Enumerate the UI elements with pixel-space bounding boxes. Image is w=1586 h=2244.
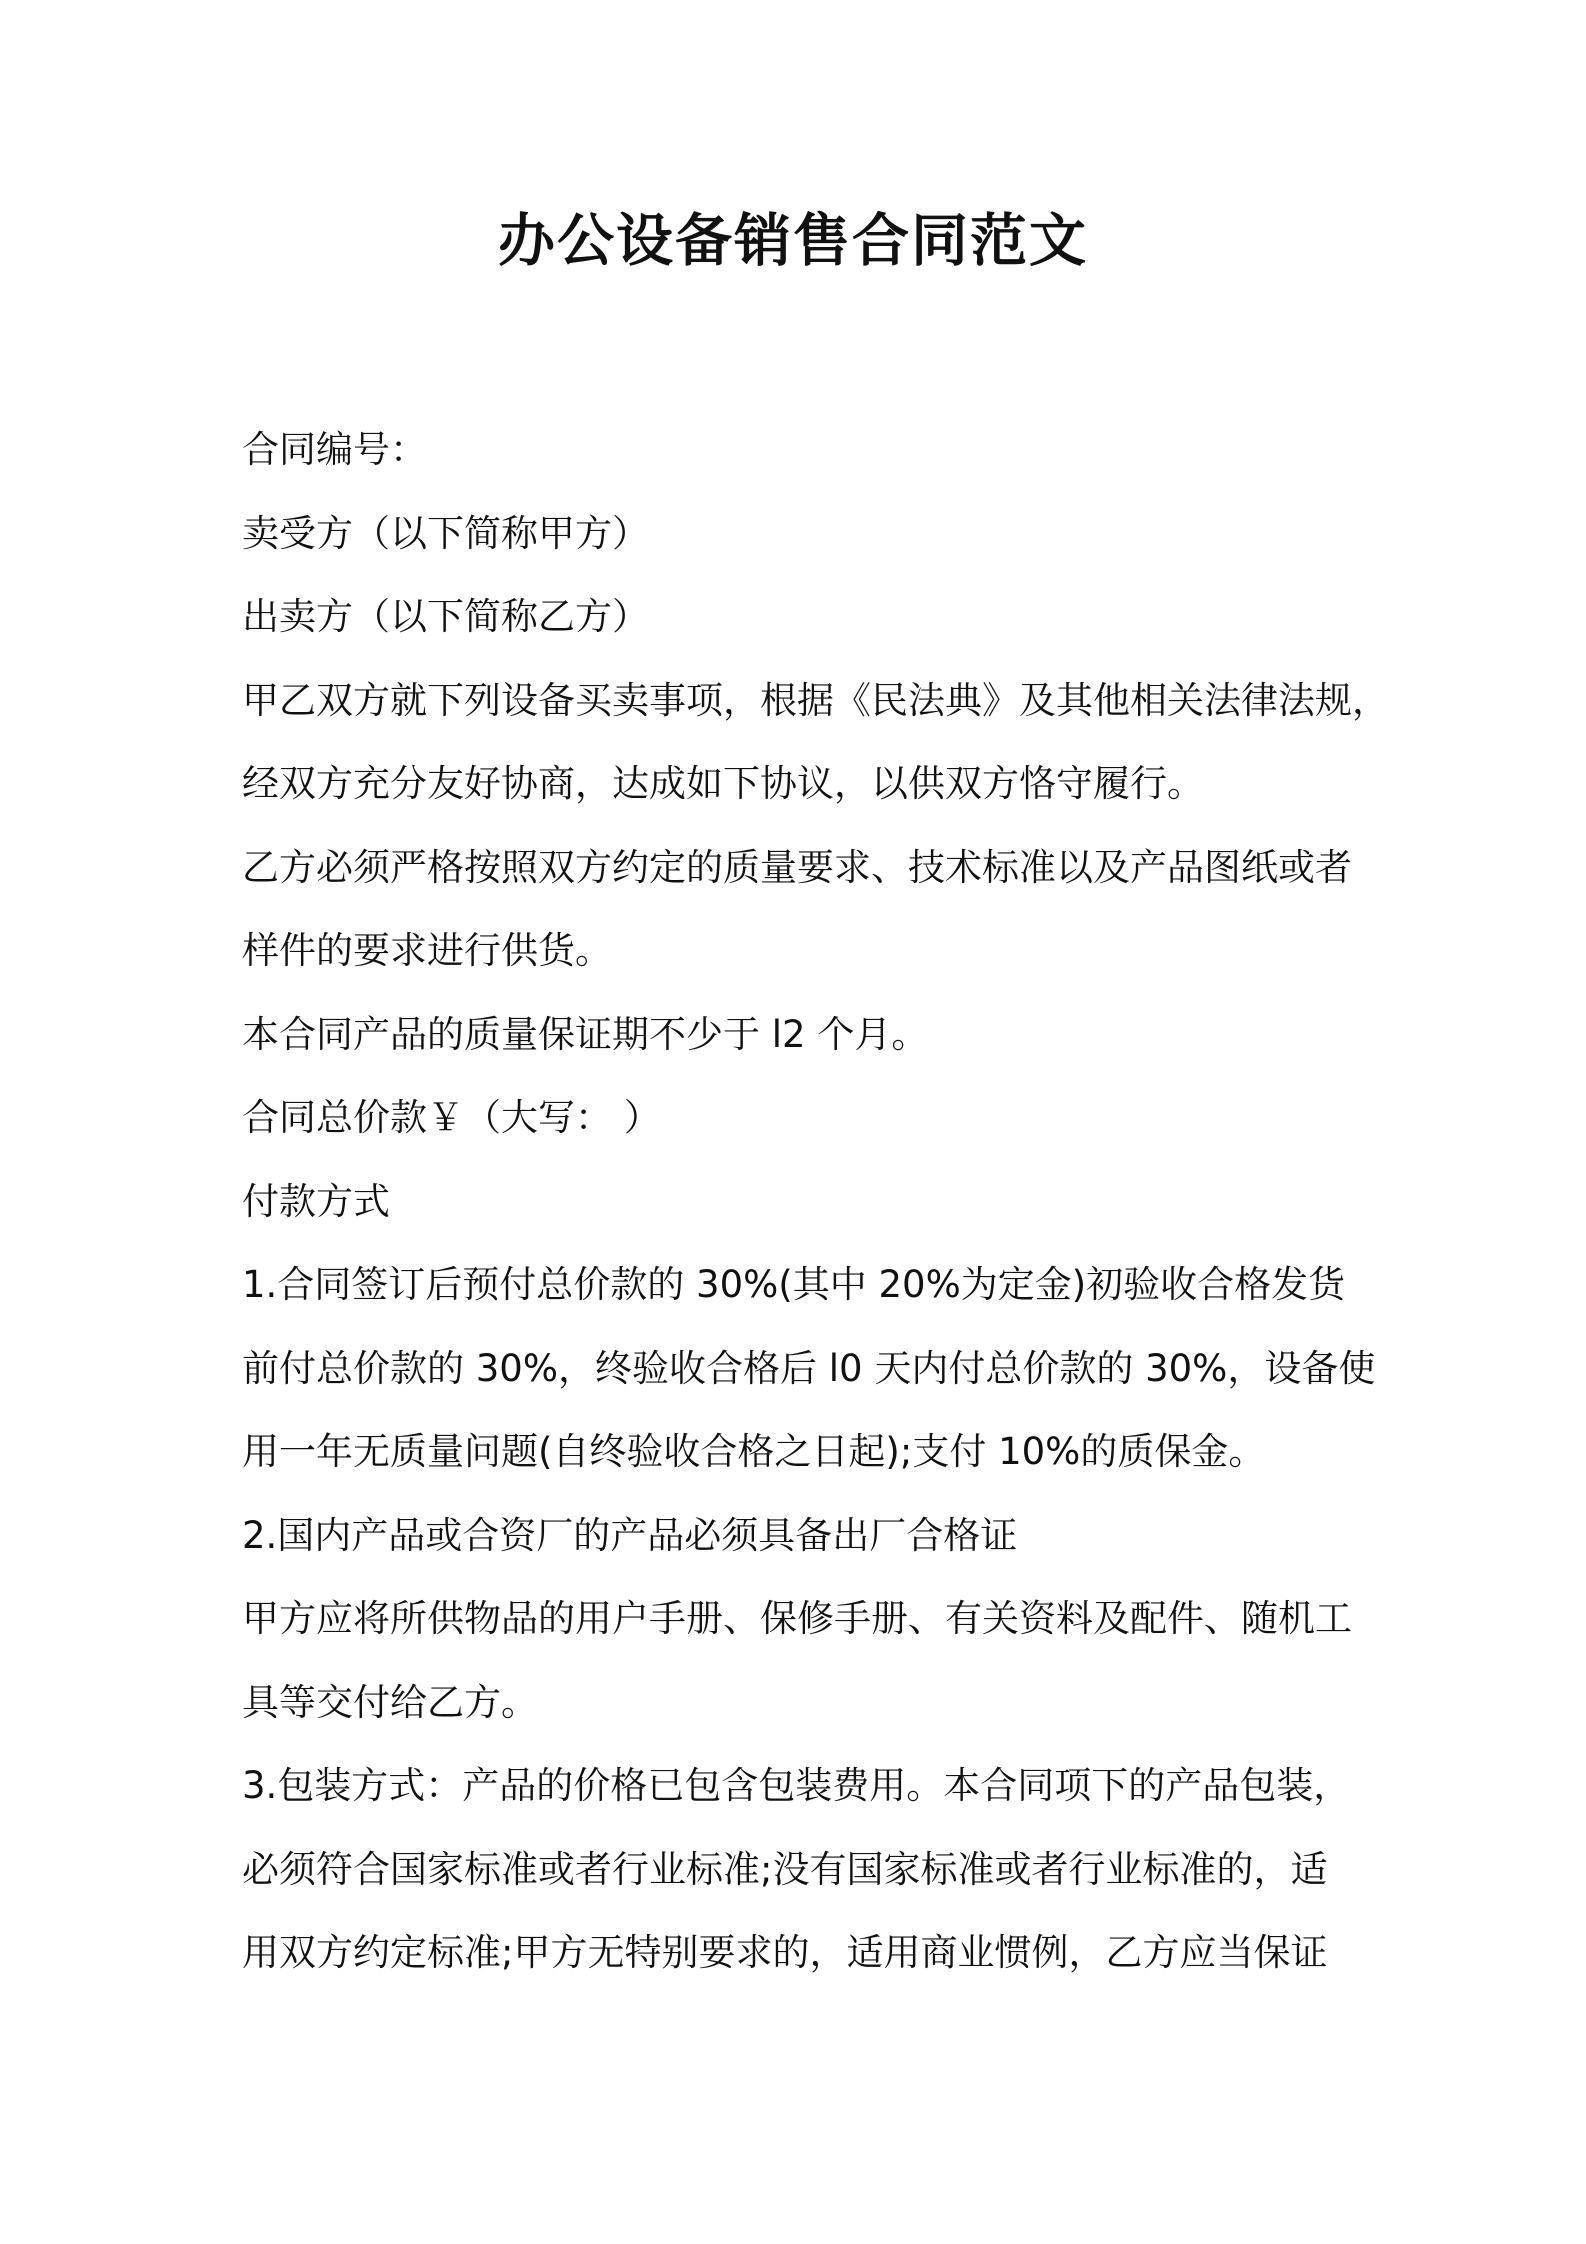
preamble-line-1: 甲乙双方就下列设备买卖事项，根据《民法典》及其他相关法律法规，: [242, 678, 1389, 722]
clause-1-line-2: 前付总价款的 30%，终验收合格后 l0 天内付总价款的 30%，设备使: [242, 1346, 1376, 1390]
warranty-period-line: 本合同产品的质量保证期不少于 l2 个月。: [242, 1012, 929, 1056]
clause-3-line-3: 用双方约定标准;甲方无特别要求的，适用商业惯例，乙方应当保证: [242, 1931, 1328, 1974]
clause-1-line-1: 1.合同签订后预付总价款的 30%(其中 20%为定金)初验收合格发货: [242, 1263, 1346, 1306]
seller-line: 出卖方（以下简称乙方）: [242, 595, 649, 638]
payment-method-heading: 付款方式: [242, 1179, 390, 1223]
contract-number-line: 合同编号：: [242, 428, 427, 471]
clause-1-line-3: 用一年无质量问题(自终验收合格之日起);支付 10%的质保金。: [242, 1430, 1266, 1473]
document-body: [242, 408, 1389, 1995]
clause-2-line: 2.国内产品或合资厂的产品必须具备出厂合格证: [242, 1513, 1018, 1557]
quality-requirement-line-1: 乙方必须严格按照双方约定的质量要求、技术标准以及产品图纸或者: [242, 845, 1352, 889]
document-title: 办公设备销售合同范文: [498, 208, 1088, 274]
preamble-line-2: 经双方充分友好协商，达成如下协议，以供双方恪守履行。: [242, 762, 1204, 805]
documentation-line-1: 甲方应将所供物品的用户手册、保修手册、有关资料及配件、随机工: [242, 1597, 1352, 1640]
total-price-line: 合同总价款￥（大写： ）: [242, 1096, 661, 1139]
clause-3-line-2: 必须符合国家标准或者行业标准;没有国家标准或者行业标准的，适: [242, 1847, 1328, 1891]
quality-requirement-line-2: 样件的要求进行供货。: [242, 929, 612, 972]
clause-3-line-1: 3.包装方式：产品的价格已包含包装费用。本合同项下的产品包装，: [242, 1764, 1351, 1807]
buyer-line: 卖受方（以下简称甲方）: [242, 511, 649, 555]
documentation-line-2: 具等交付给乙方。: [242, 1680, 538, 1724]
